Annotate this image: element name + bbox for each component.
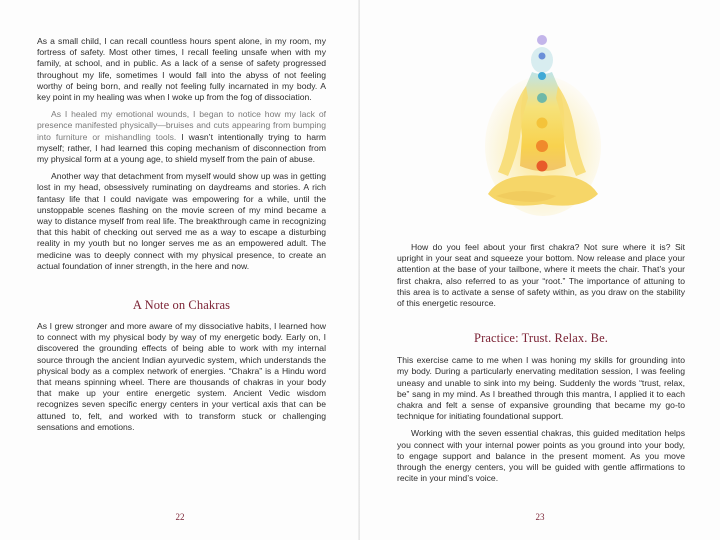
page-number: 22 [175, 512, 185, 522]
paragraph-faded-part: As I healed my emotional wounds, I began to notice how my lack of presence manifested physically—bruises and cuts appearing from bumping into furniture or mishandling tools. [37, 109, 326, 142]
paragraph: As a small child, I can recall countless hours spent alone, in my room, my fortress of safety. Most other times, I recall feeling unsafe when with my family, at school, and in public. As a lack of a sense of safety progressed throughout my life, sometimes I would fall into the abyss of not feeling worthy of being born, and really not feeling fully incarnated in my body. A key point in my healing was when I woke up from the fog of dissociation. [37, 36, 326, 103]
meditating-figure-chakras-icon [482, 26, 604, 226]
section-heading: A Note on Chakras [132, 298, 231, 313]
paragraph-part: I wasn’t intentionally trying to harm myself; rather, I had learned this coping mechanism of disconnection from my physical form at a young age, to shield myself from the pain of abuse. [37, 131, 326, 165]
paragraph [37, 109, 326, 165]
paragraph: Another way that detachment from myself would show up was in getting lost in my head, obsessively ruminating on daydreams and stories. A rich fantasy life that I could navigate was empowering for a while, until the unstoppable scenes flashing on the movie screen of my mind became a way to distance myself from real life. The breakthrough came in recognizing that this habit of checking out served me as a way to escape a disturbing reality in my youth but no longer serves me as an empowered adult. The medicine was to deeply connect with my physical presence, to create an actual foundation of inner strength, in the here and now. [37, 171, 326, 271]
paragraph: This exercise came to me when I was honing my skills for grounding into my body. During a particularly enervating meditation session, I was feeling uneasy and unable to sink into my being. Suddenly the words “trust, relax, be” sang in my mind. As I breathed through this mantra, I applied it to each chakra and felt a sense of expansive grounding that became my go-to technique for initiating foundational support. [397, 355, 685, 422]
paragraph: As I grew stronger and more aware of my dissociative habits, I learned how to connect with my physical body by way of my energetic body. Early on, I discovered the grounding effects of being able to work with my internal source through the ancient Indian ayurvedic system, which understands the physical body as a complex network of energies. “Chakra” is a Hindu word that means spinning wheel. There are thousands of chakras in your body that make up your entire energetic system. Ancient Vedic wisdom recognizes seven specific energy centers in your vertical axis that can be attuned to, felt, and worked with to transform stuck or challenging sensations and emotions. [37, 321, 326, 432]
page-number: 23 [535, 512, 545, 522]
section-heading: Practice: Trust. Relax. Be. [474, 331, 608, 346]
left-text-column [37, 36, 326, 433]
paragraph: How do you feel about your first chakra? Not sure where it is? Sit upright in your seat and squeeze your bottom. Now release and place your attention at the base of your tailbone, where it meets the chair. That’s your first chakra, also referred to as your “root.” The importance of attuning to this area is to activate a sense of safety within, as you draw on the stability of this energetic resource. [397, 242, 685, 309]
right-text-column [397, 242, 685, 484]
paragraph: Working with the seven essential chakras, this guided meditation helps you connect with your internal power points as you ground into your body, to engage support and balance in the present moment. As you move through the energy centers, you will be guided with gentle affirmations to recite in your mind’s voice. [397, 428, 685, 484]
